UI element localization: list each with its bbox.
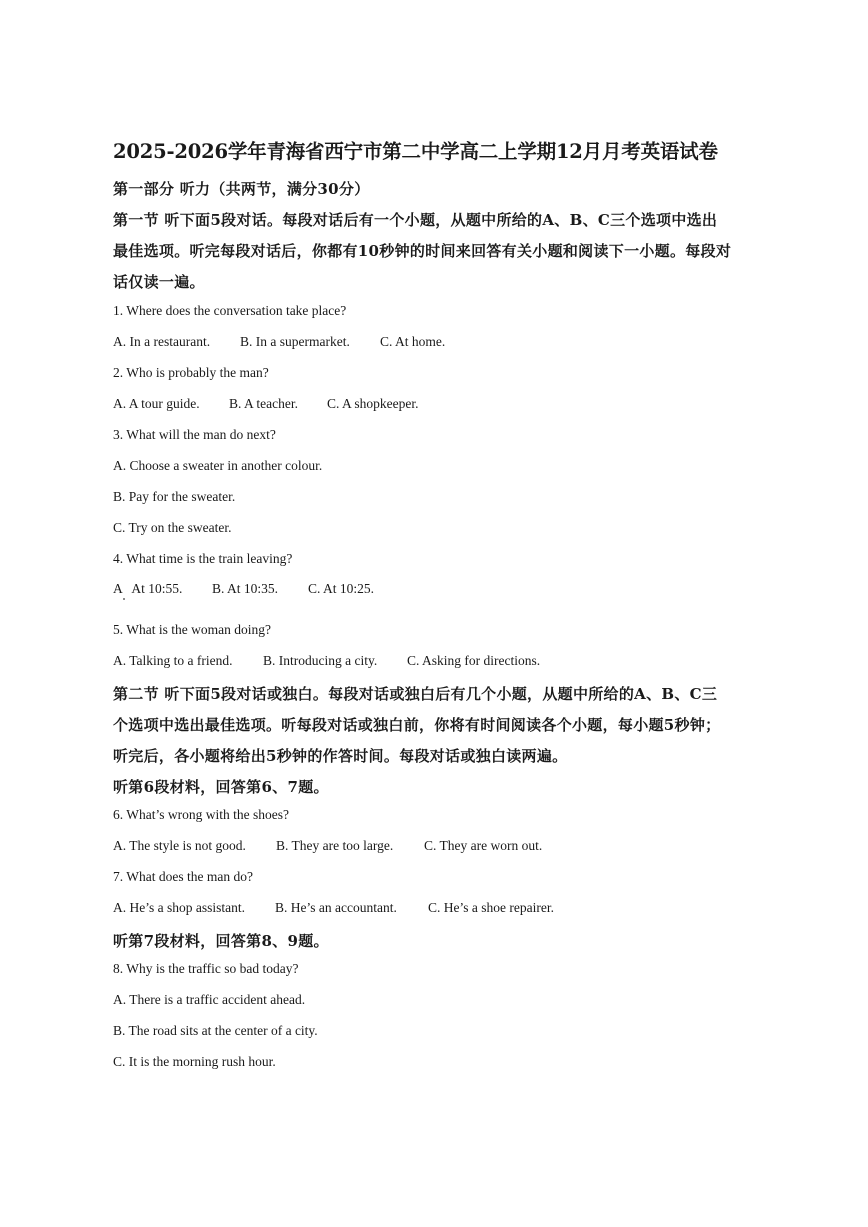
section2-instruction-line3: 听完后，各小题将给出5秒钟的作答时间。每段对话或独白读两遍。 [113,747,568,765]
section1-instruction-line1: 第一节 听下面5段对话。每段对话后有一个小题，从题中所给的A、B、C三个选项中选出 [113,211,718,229]
question-8-option-c: C. It is the morning rush hour. [113,1054,276,1069]
question-2-option-a: A. A tour guide. [113,396,200,411]
question-1-stem: 1. Where does the conversation take place? [113,303,347,318]
question-5-option-a: A. Talking to a friend. [113,653,233,668]
question-6-option-a: A. The style is not good. [113,838,246,853]
question-6-stem: 6. What’s wrong with the shoes? [113,807,289,822]
question-3-option-a: A. Choose a sweater in another colour. [113,458,323,473]
section2-instruction-line2: 个选项中选出最佳选项。听每段对话或独白前，你将有时间阅读各个小题，每小题5秒钟； [113,716,721,734]
question-2-option-c: C. A shopkeeper. [327,396,419,411]
question-7-option-c: C. He’s a shoe repairer. [428,900,554,915]
question-7-options [113,900,554,916]
question-3-option-c: C. Try on the sweater. [113,520,232,535]
section1-instruction-line3: 话仅读一遍。 [113,273,205,291]
section2-instruction-line1: 第二节 听下面5段对话或独白。每段对话或独白后有几个小题，从题中所给的A、B、C三 [113,685,718,703]
question-8-option-b: B. The road sits at the center of a city. [113,1023,318,1038]
exam-title: 2025-2026学年青海省西宁市第二中学高二上学期12月月考英语试卷 [113,140,718,163]
question-7-option-a: A. He’s a shop assistant. [113,900,245,915]
question-4-stem: 4. What time is the train leaving? [113,551,293,566]
question-4-option-b: B. At 10:35. [212,581,279,596]
question-6-option-b: B. They are too large. [276,838,394,853]
material-6-heading: 听第6段材料，回答第6、7题。 [113,778,329,796]
question-4-option-a: A At 10:55. [113,581,183,596]
question-4-options [113,581,374,597]
question-1-options [113,334,445,350]
question-7-stem: 7. What does the man do? [113,869,253,884]
question-7-option-b: B. He’s an accountant. [275,900,397,915]
question-6-options [113,838,542,854]
question-8-stem: 8. Why is the traffic so bad today? [113,961,299,976]
question-8-option-a: A. There is a traffic accident ahead. [113,992,306,1007]
question-4-option-c: C. At 10:25. [308,581,375,596]
question-5-option-c: C. Asking for directions. [407,653,541,668]
question-3-option-b: B. Pay for the sweater. [113,489,236,504]
question-5-option-b: B. Introducing a city. [263,653,378,668]
question-5-options [113,653,540,669]
question-1-option-b: B. In a supermarket. [240,334,350,349]
question-5-stem: 5. What is the woman doing? [113,622,271,637]
part1-heading: 第一部分 听力（共两节，满分30分） [113,180,370,198]
question-2-options [113,396,419,412]
question-1-option-a: A. In a restaurant. [113,334,211,349]
material-7-heading: 听第7段材料，回答第8、9题。 [113,932,329,950]
question-3-stem: 3. What will the man do next? [113,427,276,442]
section1-instruction-line2: 最佳选项。听完每段对话后，你都有10秒钟的时间来回答有关小题和阅读下一小题。每段对 [113,242,732,260]
question-2-option-b: B. A teacher. [229,396,298,411]
question-1-option-c: C. At home. [380,334,446,349]
scan-dot-mark [123,598,125,600]
question-2-stem: 2. Who is probably the man? [113,365,269,380]
question-6-option-c: C. They are worn out. [424,838,543,853]
